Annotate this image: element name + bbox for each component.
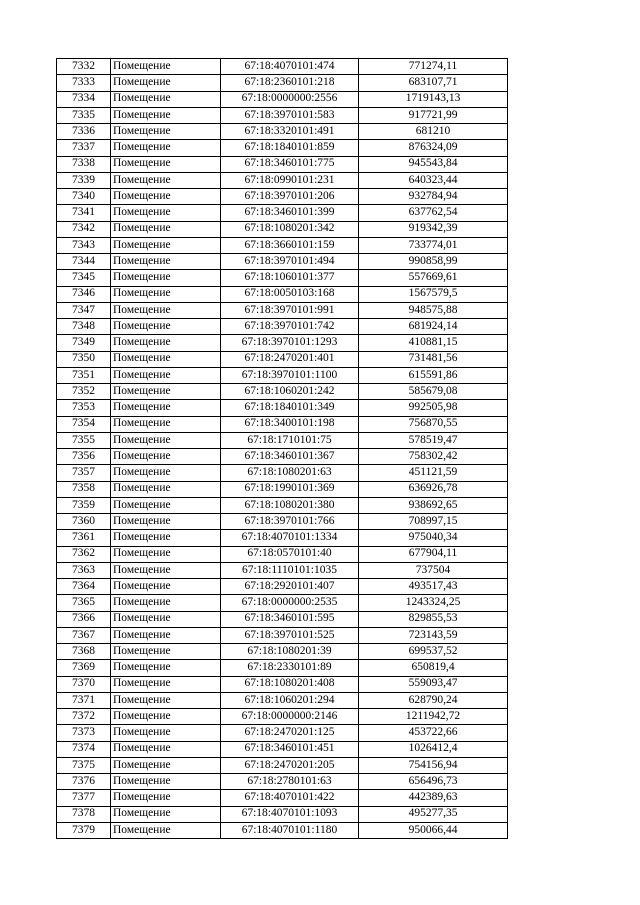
table-row: [57, 254, 508, 270]
row-number-cell: 7333: [57, 75, 111, 91]
table-row: [57, 465, 508, 481]
cadastral-value-cell: 628790,24: [359, 692, 508, 708]
cadastral-value-cell: 650819,4: [359, 660, 508, 676]
cadastral-number-cell: 67:18:3970101:583: [221, 107, 359, 123]
object-type-cell: Помещение: [111, 757, 221, 773]
cadastral-number-cell: 67:18:3970101:525: [221, 627, 359, 643]
table-row: [57, 562, 508, 578]
cadastral-value-cell: 442389,63: [359, 790, 508, 806]
table-row: [57, 286, 508, 302]
object-type-cell: Помещение: [111, 254, 221, 270]
table-row: [57, 367, 508, 383]
row-number-cell: 7364: [57, 579, 111, 595]
table-row: [57, 806, 508, 822]
table-row: [57, 546, 508, 562]
table-row: [57, 140, 508, 156]
object-type-cell: Помещение: [111, 530, 221, 546]
object-type-cell: Помещение: [111, 481, 221, 497]
table-row: [57, 237, 508, 253]
table-row: [57, 741, 508, 757]
row-number-cell: 7332: [57, 59, 111, 75]
cadastral-number-cell: 67:18:4070101:1334: [221, 530, 359, 546]
object-type-cell: Помещение: [111, 416, 221, 432]
object-type-cell: Помещение: [111, 270, 221, 286]
table-row: [57, 676, 508, 692]
cadastral-number-cell: 67:18:3970101:1293: [221, 335, 359, 351]
cadastral-number-cell: 67:18:3660101:159: [221, 237, 359, 253]
cadastral-value-cell: 992505,98: [359, 400, 508, 416]
object-type-cell: Помещение: [111, 75, 221, 91]
table-row: [57, 75, 508, 91]
object-type-cell: Помещение: [111, 400, 221, 416]
row-number-cell: 7341: [57, 205, 111, 221]
cadastral-value-cell: 758302,42: [359, 449, 508, 465]
row-number-cell: 7379: [57, 822, 111, 838]
table-row: [57, 91, 508, 107]
table-row: [57, 611, 508, 627]
table-row: [57, 432, 508, 448]
row-number-cell: 7361: [57, 530, 111, 546]
cadastral-number-cell: 67:18:1080201:63: [221, 465, 359, 481]
table-row: [57, 790, 508, 806]
cadastral-value-cell: 731481,56: [359, 351, 508, 367]
registry-table: [56, 58, 508, 839]
row-number-cell: 7370: [57, 676, 111, 692]
object-type-cell: Помещение: [111, 172, 221, 188]
cadastral-number-cell: 67:18:3460101:367: [221, 449, 359, 465]
cadastral-number-cell: 67:18:2780101:63: [221, 774, 359, 790]
object-type-cell: Помещение: [111, 91, 221, 107]
cadastral-value-cell: 737504: [359, 562, 508, 578]
cadastral-number-cell: 67:18:3970101:1100: [221, 367, 359, 383]
cadastral-value-cell: 975040,34: [359, 530, 508, 546]
cadastral-value-cell: 410881,15: [359, 335, 508, 351]
object-type-cell: Помещение: [111, 156, 221, 172]
cadastral-number-cell: 67:18:1990101:369: [221, 481, 359, 497]
cadastral-value-cell: 917721,99: [359, 107, 508, 123]
cadastral-value-cell: 451121,59: [359, 465, 508, 481]
row-number-cell: 7336: [57, 124, 111, 140]
object-type-cell: Помещение: [111, 140, 221, 156]
cadastral-value-cell: 1719143,13: [359, 91, 508, 107]
row-number-cell: 7363: [57, 562, 111, 578]
object-type-cell: Помещение: [111, 627, 221, 643]
table-row: [57, 124, 508, 140]
cadastral-number-cell: 67:18:2470201:401: [221, 351, 359, 367]
cadastral-value-cell: 683107,71: [359, 75, 508, 91]
object-type-cell: Помещение: [111, 562, 221, 578]
row-number-cell: 7359: [57, 497, 111, 513]
table-row: [57, 335, 508, 351]
row-number-cell: 7340: [57, 189, 111, 205]
object-type-cell: Помещение: [111, 774, 221, 790]
row-number-cell: 7355: [57, 432, 111, 448]
row-number-cell: 7335: [57, 107, 111, 123]
cadastral-number-cell: 67:18:0990101:231: [221, 172, 359, 188]
row-number-cell: 7371: [57, 692, 111, 708]
registry-table-body: [57, 59, 508, 839]
cadastral-number-cell: 67:18:3970101:991: [221, 302, 359, 318]
cadastral-number-cell: 67:18:0000000:2146: [221, 709, 359, 725]
cadastral-value-cell: 990858,99: [359, 254, 508, 270]
cadastral-value-cell: 1243324,25: [359, 595, 508, 611]
object-type-cell: Помещение: [111, 351, 221, 367]
cadastral-number-cell: 67:18:1840101:349: [221, 400, 359, 416]
object-type-cell: Помещение: [111, 676, 221, 692]
cadastral-number-cell: 67:18:4070101:1180: [221, 822, 359, 838]
object-type-cell: Помещение: [111, 611, 221, 627]
cadastral-number-cell: 67:18:1080201:342: [221, 221, 359, 237]
object-type-cell: Помещение: [111, 644, 221, 660]
cadastral-number-cell: 67:18:3460101:399: [221, 205, 359, 221]
cadastral-number-cell: 67:18:0000000:2556: [221, 91, 359, 107]
table-row: [57, 497, 508, 513]
cadastral-number-cell: 67:18:3460101:451: [221, 741, 359, 757]
object-type-cell: Помещение: [111, 237, 221, 253]
cadastral-value-cell: 656496,73: [359, 774, 508, 790]
cadastral-value-cell: 557669,61: [359, 270, 508, 286]
cadastral-number-cell: 67:18:1080201:408: [221, 676, 359, 692]
table-row: [57, 595, 508, 611]
cadastral-number-cell: 67:18:1060201:242: [221, 384, 359, 400]
row-number-cell: 7372: [57, 709, 111, 725]
table-row: [57, 774, 508, 790]
row-number-cell: 7347: [57, 302, 111, 318]
object-type-cell: Помещение: [111, 302, 221, 318]
row-number-cell: 7358: [57, 481, 111, 497]
row-number-cell: 7360: [57, 514, 111, 530]
cadastral-number-cell: 67:18:0050103:168: [221, 286, 359, 302]
table-row: [57, 302, 508, 318]
cadastral-number-cell: 67:18:3400101:198: [221, 416, 359, 432]
object-type-cell: Помещение: [111, 205, 221, 221]
table-row: [57, 822, 508, 838]
cadastral-number-cell: 67:18:1080201:380: [221, 497, 359, 513]
object-type-cell: Помещение: [111, 449, 221, 465]
table-row: [57, 530, 508, 546]
row-number-cell: 7351: [57, 367, 111, 383]
row-number-cell: 7339: [57, 172, 111, 188]
table-row: [57, 189, 508, 205]
table-row: [57, 449, 508, 465]
table-row: [57, 514, 508, 530]
object-type-cell: Помещение: [111, 335, 221, 351]
row-number-cell: 7338: [57, 156, 111, 172]
cadastral-value-cell: 754156,94: [359, 757, 508, 773]
cadastral-number-cell: 67:18:2470201:125: [221, 725, 359, 741]
row-number-cell: 7346: [57, 286, 111, 302]
row-number-cell: 7353: [57, 400, 111, 416]
object-type-cell: Помещение: [111, 822, 221, 838]
object-type-cell: Помещение: [111, 692, 221, 708]
cadastral-number-cell: 67:18:3970101:742: [221, 319, 359, 335]
object-type-cell: Помещение: [111, 319, 221, 335]
cadastral-value-cell: 493517,43: [359, 579, 508, 595]
cadastral-value-cell: 945543,84: [359, 156, 508, 172]
cadastral-number-cell: 67:18:3970101:494: [221, 254, 359, 270]
cadastral-number-cell: 67:18:3460101:775: [221, 156, 359, 172]
cadastral-value-cell: 699537,52: [359, 644, 508, 660]
cadastral-value-cell: 708997,15: [359, 514, 508, 530]
row-number-cell: 7343: [57, 237, 111, 253]
cadastral-value-cell: 876324,09: [359, 140, 508, 156]
object-type-cell: Помещение: [111, 367, 221, 383]
object-type-cell: Помещение: [111, 806, 221, 822]
cadastral-number-cell: 67:18:1110101:1035: [221, 562, 359, 578]
cadastral-value-cell: 559093,47: [359, 676, 508, 692]
cadastral-value-cell: 637762,54: [359, 205, 508, 221]
cadastral-number-cell: 67:18:2360101:218: [221, 75, 359, 91]
row-number-cell: 7344: [57, 254, 111, 270]
table-row: [57, 107, 508, 123]
table-row: [57, 319, 508, 335]
cadastral-value-cell: 636926,78: [359, 481, 508, 497]
cadastral-number-cell: 67:18:3970101:206: [221, 189, 359, 205]
row-number-cell: 7365: [57, 595, 111, 611]
object-type-cell: Помещение: [111, 286, 221, 302]
cadastral-number-cell: 67:18:1080201:39: [221, 644, 359, 660]
row-number-cell: 7354: [57, 416, 111, 432]
cadastral-number-cell: 67:18:2330101:89: [221, 660, 359, 676]
table-row: [57, 757, 508, 773]
cadastral-number-cell: 67:18:3970101:766: [221, 514, 359, 530]
object-type-cell: Помещение: [111, 384, 221, 400]
cadastral-value-cell: 829855,53: [359, 611, 508, 627]
row-number-cell: 7369: [57, 660, 111, 676]
row-number-cell: 7367: [57, 627, 111, 643]
row-number-cell: 7356: [57, 449, 111, 465]
cadastral-number-cell: 67:18:4070101:474: [221, 59, 359, 75]
object-type-cell: Помещение: [111, 579, 221, 595]
row-number-cell: 7374: [57, 741, 111, 757]
object-type-cell: Помещение: [111, 790, 221, 806]
object-type-cell: Помещение: [111, 432, 221, 448]
cadastral-value-cell: 1211942,72: [359, 709, 508, 725]
object-type-cell: Помещение: [111, 546, 221, 562]
object-type-cell: Помещение: [111, 497, 221, 513]
table-row: [57, 205, 508, 221]
cadastral-value-cell: 585679,08: [359, 384, 508, 400]
object-type-cell: Помещение: [111, 221, 221, 237]
row-number-cell: 7377: [57, 790, 111, 806]
table-row: [57, 725, 508, 741]
table-row: [57, 270, 508, 286]
cadastral-value-cell: 756870,55: [359, 416, 508, 432]
cadastral-value-cell: 938692,65: [359, 497, 508, 513]
table-row: [57, 709, 508, 725]
object-type-cell: Помещение: [111, 660, 221, 676]
cadastral-value-cell: 950066,44: [359, 822, 508, 838]
table-row: [57, 481, 508, 497]
row-number-cell: 7334: [57, 91, 111, 107]
object-type-cell: Помещение: [111, 725, 221, 741]
object-type-cell: Помещение: [111, 514, 221, 530]
cadastral-value-cell: 681210: [359, 124, 508, 140]
object-type-cell: Помещение: [111, 465, 221, 481]
row-number-cell: 7368: [57, 644, 111, 660]
table-row: [57, 156, 508, 172]
table-row: [57, 416, 508, 432]
cadastral-number-cell: 67:18:0570101:40: [221, 546, 359, 562]
cadastral-value-cell: 1567579,5: [359, 286, 508, 302]
cadastral-value-cell: 681924,14: [359, 319, 508, 335]
object-type-cell: Помещение: [111, 595, 221, 611]
cadastral-value-cell: 932784,94: [359, 189, 508, 205]
object-type-cell: Помещение: [111, 124, 221, 140]
cadastral-number-cell: 67:18:3460101:595: [221, 611, 359, 627]
row-number-cell: 7366: [57, 611, 111, 627]
row-number-cell: 7349: [57, 335, 111, 351]
cadastral-number-cell: 67:18:4070101:1093: [221, 806, 359, 822]
cadastral-value-cell: 453722,66: [359, 725, 508, 741]
table-row: [57, 579, 508, 595]
row-number-cell: 7375: [57, 757, 111, 773]
cadastral-number-cell: 67:18:1060101:377: [221, 270, 359, 286]
cadastral-number-cell: 67:18:2920101:407: [221, 579, 359, 595]
cadastral-number-cell: 67:18:1840101:859: [221, 140, 359, 156]
cadastral-value-cell: 723143,59: [359, 627, 508, 643]
table-row: [57, 627, 508, 643]
cadastral-value-cell: 919342,39: [359, 221, 508, 237]
cadastral-value-cell: 771274,11: [359, 59, 508, 75]
object-type-cell: Помещение: [111, 107, 221, 123]
cadastral-value-cell: 948575,88: [359, 302, 508, 318]
row-number-cell: 7357: [57, 465, 111, 481]
cadastral-number-cell: 67:18:3320101:491: [221, 124, 359, 140]
row-number-cell: 7362: [57, 546, 111, 562]
row-number-cell: 7378: [57, 806, 111, 822]
row-number-cell: 7348: [57, 319, 111, 335]
cadastral-number-cell: 67:18:4070101:422: [221, 790, 359, 806]
cadastral-value-cell: 1026412,4: [359, 741, 508, 757]
cadastral-number-cell: 67:18:0000000:2535: [221, 595, 359, 611]
table-row: [57, 351, 508, 367]
cadastral-value-cell: 640323,44: [359, 172, 508, 188]
object-type-cell: Помещение: [111, 59, 221, 75]
table-row: [57, 221, 508, 237]
row-number-cell: 7342: [57, 221, 111, 237]
object-type-cell: Помещение: [111, 741, 221, 757]
cadastral-value-cell: 677904,11: [359, 546, 508, 562]
table-row: [57, 59, 508, 75]
cadastral-value-cell: 733774,01: [359, 237, 508, 253]
cadastral-number-cell: 67:18:1710101:75: [221, 432, 359, 448]
row-number-cell: 7350: [57, 351, 111, 367]
table-row: [57, 172, 508, 188]
cadastral-number-cell: 67:18:2470201:205: [221, 757, 359, 773]
table-row: [57, 644, 508, 660]
table-row: [57, 660, 508, 676]
table-row: [57, 692, 508, 708]
object-type-cell: Помещение: [111, 189, 221, 205]
cadastral-value-cell: 615591,86: [359, 367, 508, 383]
row-number-cell: 7345: [57, 270, 111, 286]
cadastral-value-cell: 578519,47: [359, 432, 508, 448]
table-row: [57, 384, 508, 400]
cadastral-number-cell: 67:18:1060201:294: [221, 692, 359, 708]
table-row: [57, 400, 508, 416]
cadastral-value-cell: 495277,35: [359, 806, 508, 822]
row-number-cell: 7337: [57, 140, 111, 156]
object-type-cell: Помещение: [111, 709, 221, 725]
row-number-cell: 7376: [57, 774, 111, 790]
row-number-cell: 7373: [57, 725, 111, 741]
row-number-cell: 7352: [57, 384, 111, 400]
